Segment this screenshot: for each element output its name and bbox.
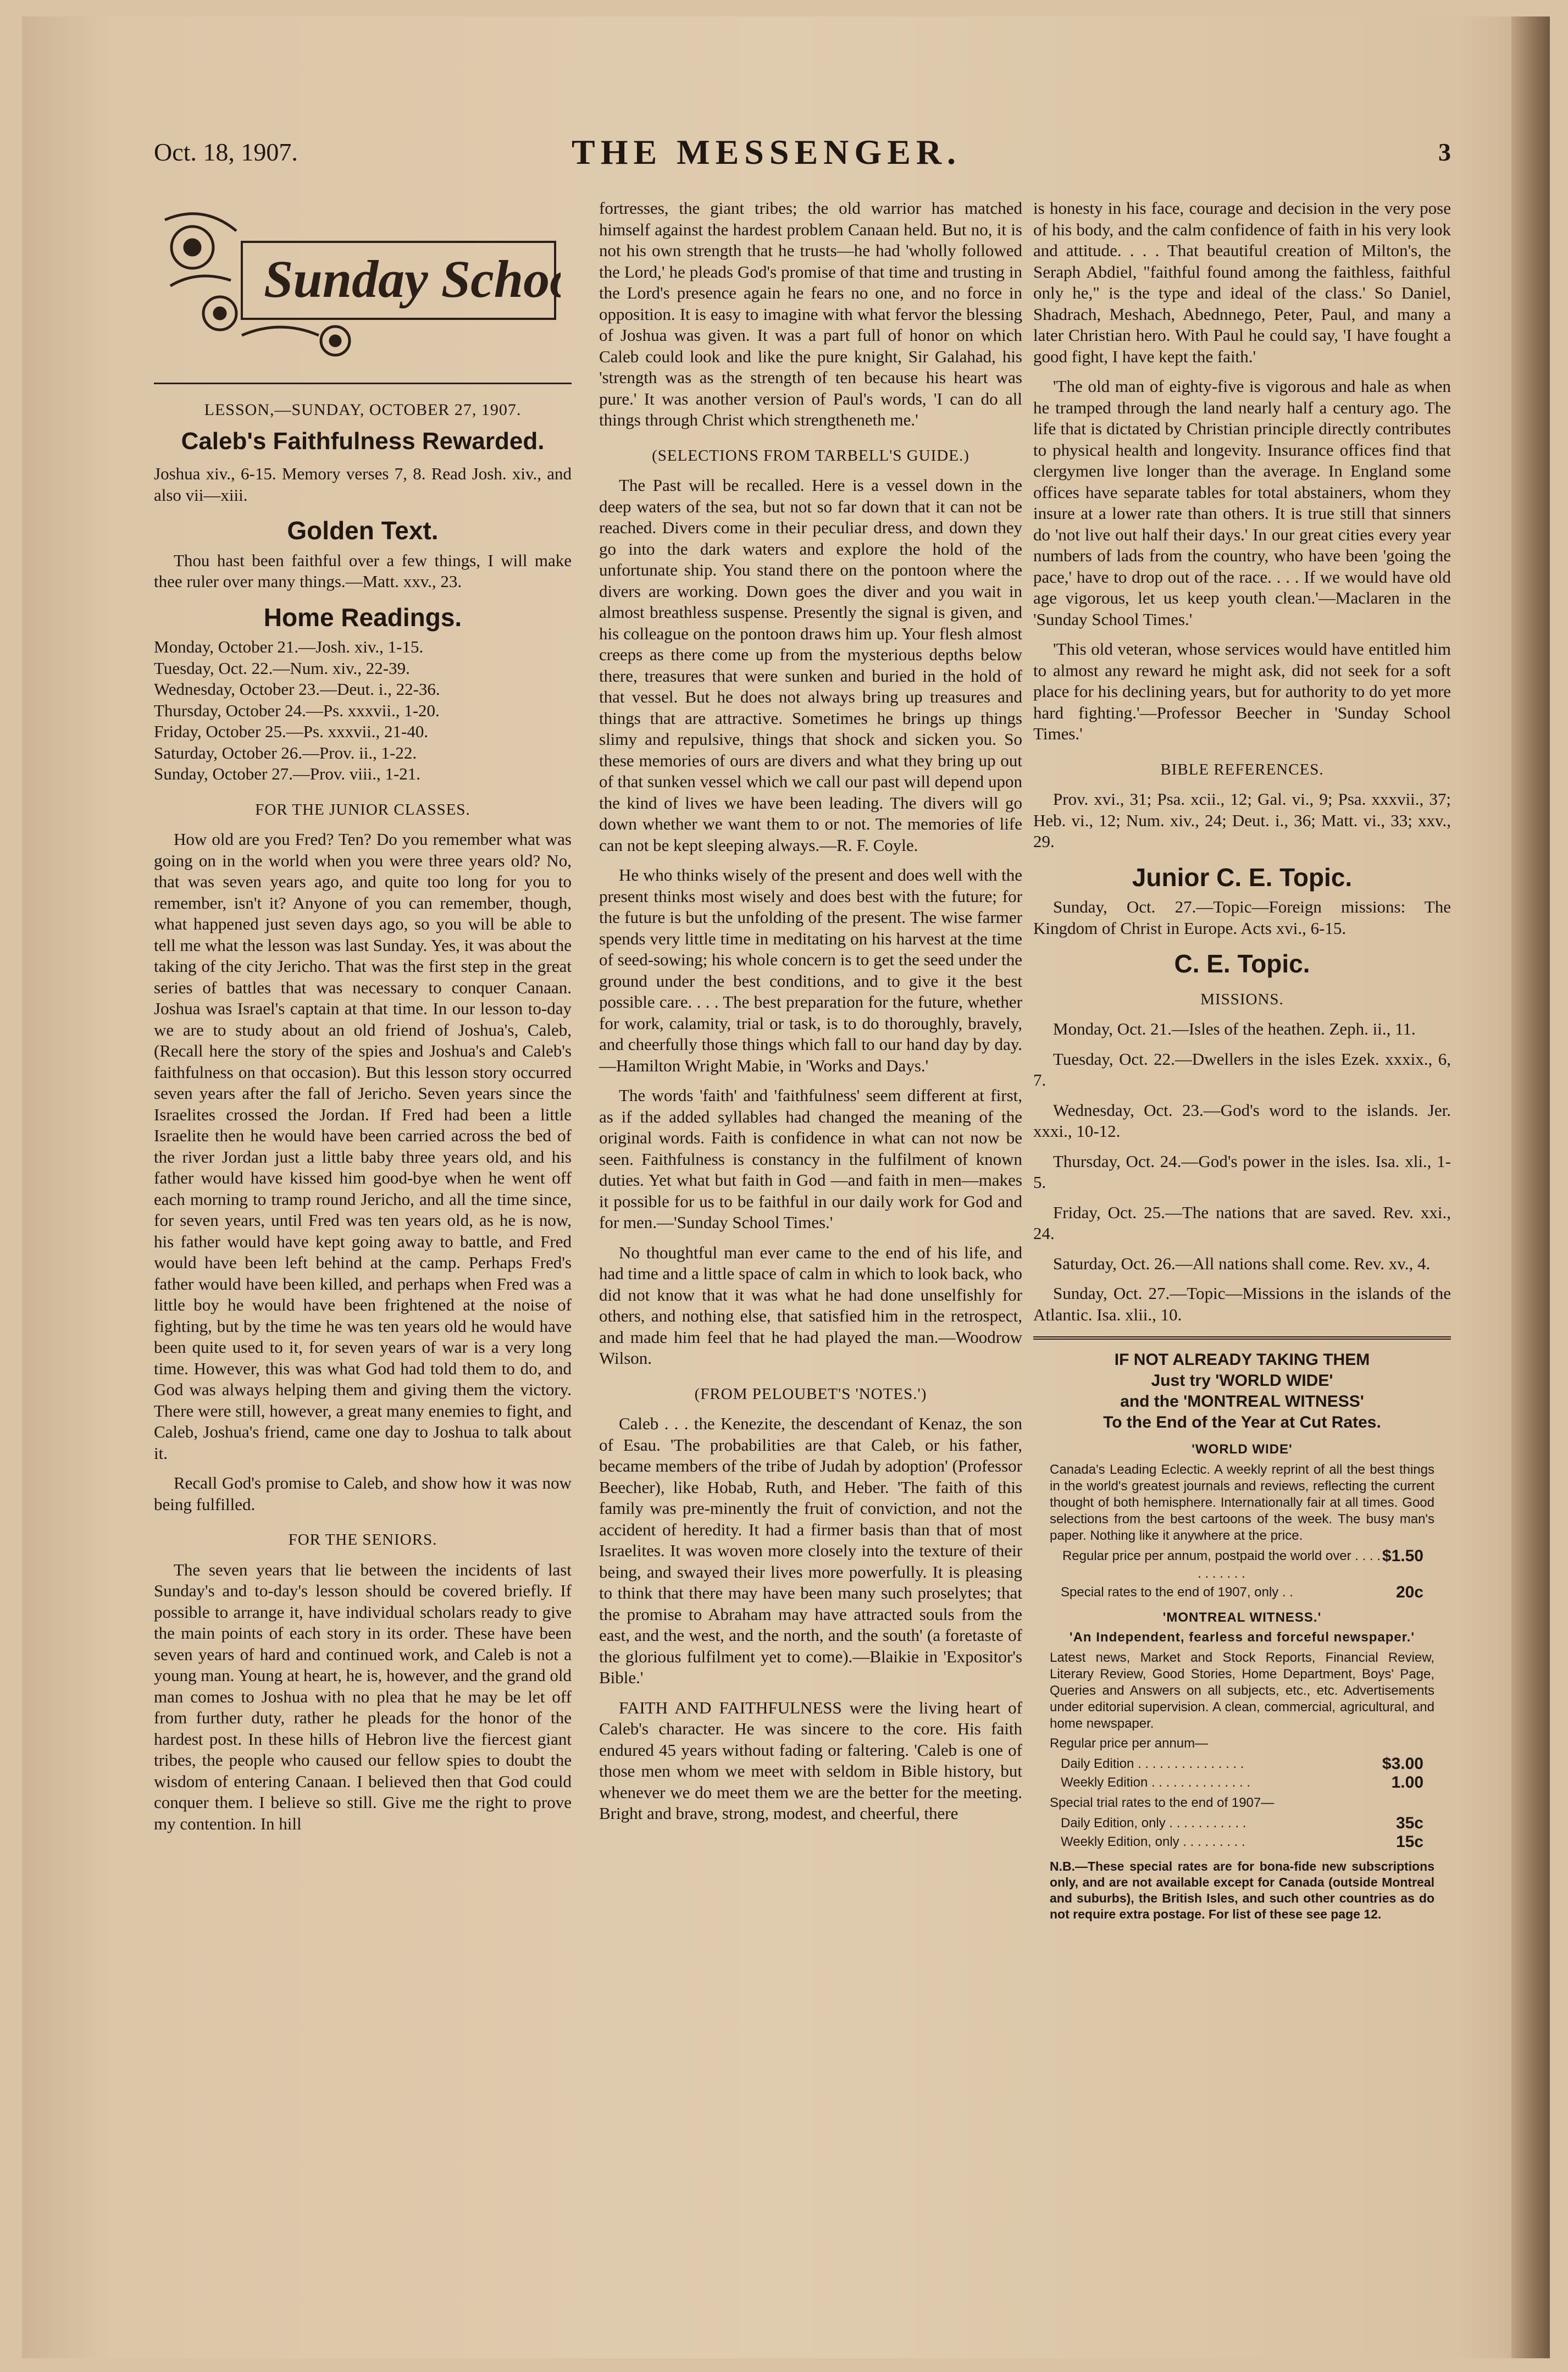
bible-references-heading: BIBLE REFERENCES. xyxy=(1160,760,1324,778)
body-paragraph: No thoughtful man ever came to the end of his life, and had time and a little space of calm in which to look back, who did not know that it was what he had done unselfishly for others, and nothing else, that satisfied him in the retrospect, and made him feel that he had played the man.—Woodrow Wilson. xyxy=(599,1242,1022,1368)
ce-topic-item: Friday, Oct. 25.—The nations that are saved. Rev. xxi., 24. xyxy=(1033,1202,1451,1243)
price-row xyxy=(1061,1774,1423,1792)
world-wide-description: Canada's Leading Eclectic. A weekly reprint of all the best things in the world's greatest journals and reviews, reflecting the current thought of both hemisphere. Internationally fair at all times. Good selections from the best cartoons of the week. The busy man's paper. Nothing like it anywhere at the price. xyxy=(1050,1462,1434,1543)
junior-paragraph: Recall God's promise to Caleb, and show how it was now being fulfilled. xyxy=(154,1473,572,1514)
price-value: 35c xyxy=(1395,1814,1423,1832)
reading-item: Saturday, October 26.—Prov. ii., 1-22. xyxy=(154,743,417,762)
subscription-advertisement xyxy=(1033,1350,1451,1922)
junior-ce-topic-heading: Junior C. E. Topic. xyxy=(1132,862,1353,892)
seniors-paragraph: The seven years that lie between the incidents of last Sunday's and to-day's lesson should be covered briefly. If possible to arrange it, have individual scholars ready to give the main points of each story in its order. These have been seven years of hard and continued work, and Caleb is not a young man. Young at heart, he is, however, and the grand old man comes to Joshua with no plea that he may be let off from further duty, rather he pleads for the honor of the hardest post. In these hills of Hebron live the fiercest giant tribes, the people who caused our fellow spies to doubt the wisdom of entering Canaan. I believed then that God could conquer them. I believe so still. Give me the right to prove my contention. In hill xyxy=(154,1560,572,1833)
price-row xyxy=(1061,1547,1423,1583)
price-value: $1.50 xyxy=(1382,1547,1423,1565)
column-3 xyxy=(1033,198,1451,1922)
page-header xyxy=(154,132,1451,192)
body-paragraph: 'The old man of eighty-five is vigorous and hale as when he tramped through the land nearly half a century ago. The life that is dictated by Christian principle directly contributes to physical health and longevity. Insurance offices find that clergymen live longer than the average. In England some offices have separate tables for total abstainers, whom they insure at a lower rate than others. It is true still that sinners do 'not live out half their days.' In our great cities every year numbers of lads from the country, who have been 'going the pace,' have to drop out of the race. . . . If we would have old age vigorous, let us keep youth clean.'—Maclaren in the 'Sunday School Times.' xyxy=(1033,377,1451,629)
price-value: 1.00 xyxy=(1391,1773,1423,1792)
body-paragraph: FAITH AND FAITHFULNESS were the living heart of Caleb's character. He was sincere to the core. His faith endured 45 years without fading or faltering. 'Caleb is one of those men whom we meet with seldom in Bible history, but whenever we do meet them we are the better for the meeting. Bright and brave, strong, modest, and cheerful, there xyxy=(599,1698,1022,1823)
price-label: Special rates to the end of 1907, only . . xyxy=(1061,1585,1293,1600)
price-label: Weekly Edition . . . . . . . . . . . . . . xyxy=(1061,1775,1250,1790)
lesson-line: LESSON,—SUNDAY, OCTOBER 27, 1907. xyxy=(204,400,522,419)
reading-item: Monday, October 21.—Josh. xiv., 1-15. xyxy=(154,637,424,656)
body-paragraph: The Past will be recalled. Here is a vessel down in the deep waters of the sea, but not so far down that it can not be reached. Divers come in their peculiar dress, and down they go into the dark waters and explore the hold of the unfortunate ship. You stand there on the pontoon where the divers are working. Down goes the diver and you wait in almost breathless suspense. Presently the signal is given, and his colleague on the pontoon draws him up. Your flesh almost creeps as there come up from the mysterious depths below there, treasures that were sunken and buried in the hold of that vessel. But he does not always bring up treasures and things that are attractive. Sometimes he brings up things slimy and repulsive, things that shock and sicken you. So these memories of ours are divers and what they bring up out of that sunken vessel which we call our past will depend upon the kind of lives we have been leading. The divers will go down whether we want them to or not. The memories of life can not be kept sleeping always.—R. F. Coyle. xyxy=(599,475,1022,855)
body-paragraph: 'This old veteran, whose services would have entitled him to almost any reward he might ask, did not seek for a soft place for his declining years, but for authority to do yet more hard fighting.'—Professor Beecher in 'Sunday School Times.' xyxy=(1033,639,1451,743)
column-1 xyxy=(154,198,572,1843)
home-readings-heading: Home Readings. xyxy=(263,602,462,632)
reading-item: Wednesday, October 23.—Deut. i., 22-36. xyxy=(154,679,440,699)
ce-topic-item: Tuesday, Oct. 22.—Dwellers in the isles Ezek. xxxix., 6, 7. xyxy=(1033,1049,1451,1090)
column-2 xyxy=(599,198,1022,1833)
montreal-witness-description: Latest news, Market and Stock Reports, Financial Review, Literary Review, Good Stories, Home Department, Boys' Page, Queries and Answers on all subjects, etc., etc. Advertisements under editorial supervision. A clean, commercial, agricultural, and home newspaper. xyxy=(1050,1650,1434,1731)
bible-references: Prov. xvi., 31; Psa. xcii., 12; Gal. vi., 9; Psa. xxxvii., 37; Heb. vi., 12; Num. xiv., 24; Deut. i., 36; Matt. vi., 33; xxv., 29. xyxy=(1033,789,1451,851)
missions-heading: MISSIONS. xyxy=(1200,990,1284,1008)
scripture-reference: Joshua xiv., 6-15. Memory verses 7, 8. Read Josh. xiv., and also vii—xiii. xyxy=(154,464,572,505)
price-row xyxy=(1061,1755,1423,1773)
price-row xyxy=(1061,1833,1423,1851)
junior-classes-heading: FOR THE JUNIOR CLASSES. xyxy=(255,800,470,819)
body-paragraph: is honesty in his face, courage and decision in the very pose of his body, and the calm confidence of faith in his very look and attitude. . . . That beautiful creation of Milton's, the Seraph Abdiel, "faithful found among the faithless, faithful only he," is the type and ideal of the class.' So Daniel, Shadrach, Meshach, Abednnego, Peter, Paul, and many a later Christian hero. With Paul he could say, 'I have fought a good fight, I have kept the faith.' xyxy=(1033,198,1451,366)
peloubet-heading: (FROM PELOUBET'S 'NOTES.') xyxy=(694,1385,927,1403)
ce-topic-item: Thursday, Oct. 24.—God's power in the isles. Isa. xli., 1-5. xyxy=(1033,1151,1451,1192)
ce-topic-item: Monday, Oct. 21.—Isles of the heathen. Zeph. ii., 11. xyxy=(1053,1019,1416,1038)
newspaper-page xyxy=(22,16,1550,2358)
world-wide-title: 'WORLD WIDE' xyxy=(1192,1442,1293,1457)
montreal-witness-subtitle: 'An Independent, fearless and forceful newspaper.' xyxy=(1069,1630,1415,1645)
ce-topic-item: Sunday, Oct. 27.—Topic—Missions in the islands of the Atlantic. Isa. xlii., 10. xyxy=(1033,1284,1451,1324)
montreal-witness-title: 'MONTREAL WITNESS.' xyxy=(1162,1610,1322,1625)
ad-headline: To the End of the Year at Cut Rates. xyxy=(1103,1413,1381,1431)
ad-headline: IF NOT ALREADY TAKING THEM xyxy=(1114,1351,1370,1369)
price-label: Regular price per annum, postpaid the world over . . . . . . . . . . . xyxy=(1062,1549,1381,1581)
golden-text: Thou hast been faithful over a few things, I will make thee ruler over many things.—Matt. xxv., 23. xyxy=(154,550,572,591)
special-rates-heading: Special trial rates to the end of 1907— xyxy=(1050,1795,1275,1810)
price-label: Daily Edition . . . . . . . . . . . . . . . xyxy=(1061,1756,1244,1771)
reading-item: Sunday, October 27.—Prov. viii., 1-21. xyxy=(154,764,421,783)
body-paragraph: Caleb . . . the Kenezite, the descendant of Kenaz, the son of Esau. 'The probabilities are that Caleb, or his father, became members of the tribe of Judah by adoption' (Professor Beecher), like Hobab, Ruth, and Heber. 'The faith of this family was pre-minently the fruit of conviction, and not the accident of heredity. It had a firmer basis than that of most Israelites. It was woven more closely into the texture of their being, and swayed their lives more powerfully. It is pleasing to think that there may have been many such proselytes; that the promise to Abraham may have attracted souls from the east, and the west, and the north, and the south' (a foretaste of the glorious fulfilment yet to come).—Blaikie in 'Expositor's Bible.' xyxy=(599,1414,1022,1687)
page-number: 3 xyxy=(1438,138,1451,166)
body-paragraph: He who thinks wisely of the present and does well with the present thinks most wisely and does best with the future; for the future is but the unfolding of the present. The wise farmer spends very little time in meditating on his harvest at the time of seed-sowing; his whole concern is to get the seed under the ground under the best conditions, and to give it the best possible care. . . . The best preparation for the future, whether for work, calamity, trial or task, is to do thoroughly, bravely, and cheerfully those things which fall to our hand day by day.—Hamilton Wright Mabie, in 'Works and Days.' xyxy=(599,865,1022,1075)
price-label: Weekly Edition, only . . . . . . . . . xyxy=(1061,1834,1245,1849)
logo-text: Sunday School xyxy=(264,250,561,308)
divider xyxy=(154,383,572,384)
body-paragraph: The words 'faith' and 'faithfulness' seem different at first, as if the added syllables had changed the meaning of the original words. Faith is confidence in what can not now be seen. Faithfulness is constancy in the fulfilment of known duties. Yet what but faith in God —and faith in men—makes it possible for us to be faithful in our daily work for God and for men.—'Sunday School Times.' xyxy=(599,1086,1022,1232)
ad-divider xyxy=(1033,1336,1451,1340)
home-readings-list xyxy=(154,637,572,785)
sunday-school-logo xyxy=(154,198,561,363)
price-value: $3.00 xyxy=(1382,1755,1423,1773)
ad-headline: and the 'MONTREAL WITNESS' xyxy=(1120,1392,1364,1411)
price-row xyxy=(1061,1584,1423,1601)
page-binding-edge xyxy=(1511,16,1550,2358)
junior-ce-topic-text: Sunday, Oct. 27.—Topic—Foreign missions: The Kingdom of Christ in Europe. Acts xvi., 6-15. xyxy=(1033,897,1451,938)
ce-topic-item: Saturday, Oct. 26.—All nations shall come. Rev. xv., 4. xyxy=(1053,1253,1431,1273)
ad-footnote: N.B.—These special rates are for bona-fide new subscriptions only, and are not available except for Canada (outside Montreal and suburbs), the British Isles, and such other countries as do not require extra postage. For list of these see page 12. xyxy=(1050,1859,1434,1921)
issue-date: Oct. 18, 1907. xyxy=(154,138,298,166)
price-label: Daily Edition, only . . . . . . . . . . . xyxy=(1061,1816,1246,1831)
body-paragraph: fortresses, the giant tribes; the old warrior has matched himself against the hardest problem Canaan held. But no, it is not his own strength that he trusts—he had 'wholly followed the Lord,' he pleads God's promise of that time and trusting in the Lord's presence again he fears no one, and no force in opposition. It is easy to imagine with what fervor the blessing of Joshua was given. It was a part full of honor on which Caleb could look and like the pure knight, Sir Galahad, his 'strength was as the strength of ten because his heart was pure.' It was another version of Paul's words, 'I can do all things through Christ which strengtheneth me.' xyxy=(599,198,1022,429)
reading-item: Friday, October 25.—Ps. xxxvii., 21-40. xyxy=(154,722,429,741)
ce-topic-heading: C. E. Topic. xyxy=(1174,949,1310,978)
seniors-heading: FOR THE SENIORS. xyxy=(288,1531,437,1549)
masthead-title: THE MESSENGER. xyxy=(572,132,962,172)
price-value: 20c xyxy=(1395,1583,1423,1601)
reading-item: Thursday, October 24.—Ps. xxxvii., 1-20. xyxy=(154,700,440,720)
golden-text-heading: Golden Text. xyxy=(287,516,439,545)
ce-topic-item: Wednesday, Oct. 23.—God's word to the islands. Jer. xxxi., 10-12. xyxy=(1033,1100,1451,1141)
lesson-title: Caleb's Faithfulness Rewarded. xyxy=(181,428,545,455)
ad-headline: Just try 'WORLD WIDE' xyxy=(1151,1372,1333,1390)
regular-price-heading: Regular price per annum— xyxy=(1050,1736,1209,1751)
price-row xyxy=(1061,1815,1423,1832)
reading-item: Tuesday, Oct. 22.—Num. xiv., 22-39. xyxy=(154,658,410,678)
junior-paragraph: How old are you Fred? Ten? Do you remember what was going on in the world when you were three years old? No, that was seven years ago, and quite too long for you to remember, isn't it? Anyone of you can remember, though, what happened just seven days ago, so you will be able to tell me what the lesson was last Sunday. Yes, it was about the taking of the city Jericho. That was the first step in the great series of battles that was necessary to conquer Canaan. Joshua was Israel's captain at that time. In our lesson to-day we are to study about an old friend of Joshua's, Caleb, (Recall here the story of the spies and Joshua's and Caleb's faithfulness on that occasion). But this lesson story occurred seven years after the fall of Jericho. Seven years since the Israelites crossed the Jordan. If Fred had been a little Israelite then he would have been carried across the bed of the river Jordan just a little baby three years old, and his father would have kissed him good-bye when he went off each morning to tramp round Jericho, and all the time since, for seven years, until Fred was ten years old, as he is now, his father would have kept going away to battle, and Fred would have been left behind at the camp. Perhaps Fred's father would have been killed, and perhaps when Fred was a little boy he would have been frightened at the noise of fighting, but by the time he was ten years old he would have been quite used to it, for seven years of war is a very long time. However, this was what God had told them to do, and God was always helping them and giving them the victory. There were still, however, a great many enemies to fight, and Caleb, Joshua's friend, came one day to Joshua to talk about it. xyxy=(154,830,572,1463)
ce-topic-list xyxy=(1033,1019,1451,1325)
price-value: 15c xyxy=(1395,1833,1423,1851)
tarbell-heading: (SELECTIONS FROM TARBELL'S GUIDE.) xyxy=(652,446,969,465)
